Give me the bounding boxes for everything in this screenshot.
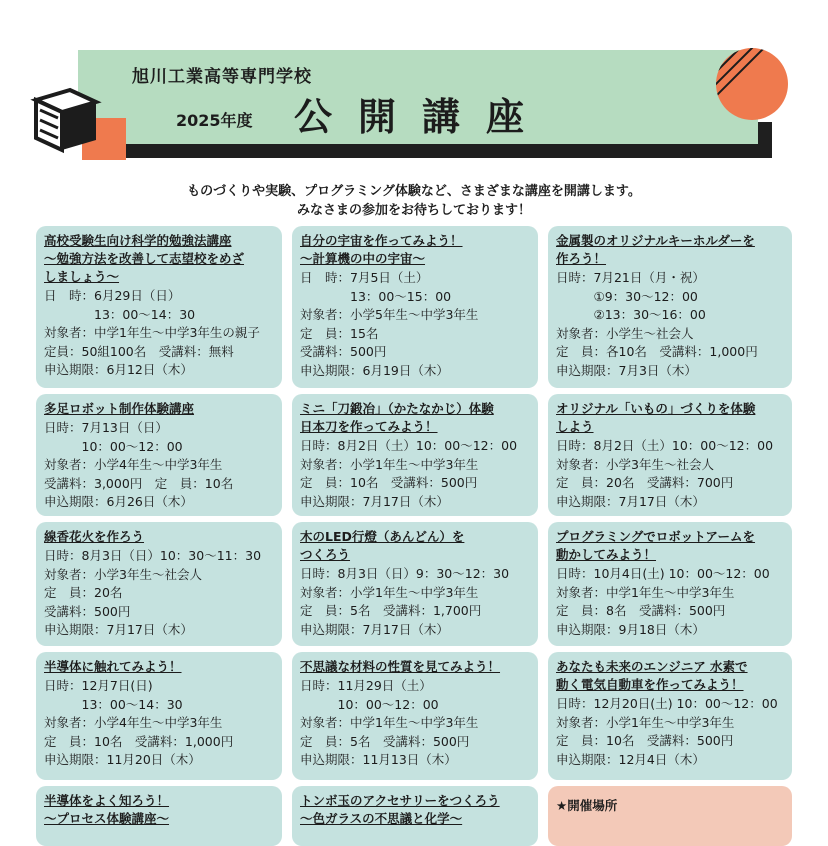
course-detail: 定 員：15名 <box>300 325 379 341</box>
course-title: 高校受験生向け科学的勉強法講座 〜勉強方法を改善して志望校をめざ しましょう〜 <box>44 233 245 284</box>
course-title: ミニ「刀鍛冶」（かたなかじ）体験 日本刀を作ってみよう！ <box>300 401 494 434</box>
course-detail: 対象者：小学5年生〜中学3年生 <box>300 307 479 322</box>
cube-icon <box>30 86 130 166</box>
course-detail: 日時：8月2日（土）10：00〜12：00 <box>300 438 518 453</box>
course-card <box>292 394 538 516</box>
course-card <box>548 226 792 388</box>
course-card <box>548 652 792 780</box>
course-detail: 対象者：中学1年生〜中学3年生 <box>556 584 735 600</box>
course-card <box>292 522 538 646</box>
course-detail: 日時：8月3日（日）9：30〜12：30 <box>300 566 510 581</box>
course-detail: 対象者：小学4年生〜中学3年生 <box>44 457 223 472</box>
course-detail: 定 員：20名 受講料：700円 <box>556 475 734 490</box>
course-detail: 日時：8月2日（土）10：00〜12：00 <box>556 438 774 453</box>
course-detail: 対象者：小学生〜社会人 <box>556 325 694 341</box>
course-title: オリジナル「いもの」づくりを体験 しよう <box>556 401 756 434</box>
course-title: 金属製のオリジナルキーホルダーを 作ろう！ <box>556 233 755 266</box>
course-detail: 対象者：小学1年生〜中学3年生 <box>300 456 479 472</box>
course-detail: 対象者：小学1年生〜中学3年生 <box>556 714 735 730</box>
course-title: 木のLED行燈（あんどん）を つくろう <box>300 529 465 562</box>
course-detail: 日時：12月20日(土) 10：00〜12：00 <box>556 696 778 711</box>
course-detail: 対象者：小学1年生〜中学3年生 <box>300 584 479 600</box>
course-detail: 日時：8月3日（日）10：30〜11：30 <box>44 548 262 563</box>
course-detail: ①9：30〜12：00 <box>556 288 698 304</box>
course-detail: 対象者：小学3年生〜社会人 <box>556 456 714 472</box>
course-detail: 対象者：中学1年生〜中学3年生 <box>300 715 479 730</box>
course-detail: 定 員：5名 受講料：1,700円 <box>300 603 482 618</box>
course-card <box>36 652 282 780</box>
course-title: 半導体に触れてみよう！ <box>44 659 182 674</box>
course-detail: 日時：7月21日（月・祝） <box>556 270 705 285</box>
course-detail: 10：00〜12：00 <box>300 696 439 712</box>
course-detail: 日時：7月13日（日） <box>44 420 168 435</box>
school-name: 旭川工業高等専門学校 <box>132 67 312 87</box>
course-detail: 対象者：小学4年生〜中学3年生 <box>44 715 223 730</box>
course-detail: 対象者：中学1年生〜中学3年生の親子 <box>44 325 260 340</box>
course-detail: 申込期限：7月17日（木） <box>556 493 705 509</box>
course-detail: 日 時：6月29日（日） <box>44 288 181 303</box>
course-title: 自分の宇宙を作ってみよう！ 〜計算機の中の宇宙〜 <box>300 233 463 266</box>
course-detail: 受講料：500円 <box>300 344 387 359</box>
striped-circle-icon <box>712 44 792 124</box>
course-detail: 10：00〜12：00 <box>44 438 183 454</box>
course-card <box>292 786 538 846</box>
course-detail: 申込期限：6月26日（木） <box>44 494 193 509</box>
intro-line-1: ものづくりや実験、プログラミング体験など、さまざまな講座を開講します。 <box>187 184 641 199</box>
course-title: 半導体をよく知ろう！ 〜プロセス体験講座〜 <box>44 793 170 826</box>
course-detail: 13：00〜14：30 <box>44 696 183 712</box>
course-title: 不思議な材料の性質を見てみよう！ <box>300 659 501 674</box>
course-detail: 申込期限：12月4日（木） <box>556 751 705 767</box>
course-card <box>36 226 282 388</box>
intro-line-2: みなさまの参加をお待ちしております！ <box>296 203 531 218</box>
course-detail: 申込期限：7月17日（木） <box>44 622 193 637</box>
course-title: トンボ玉のアクセサリーをつくろう 〜色ガラスの不思議と化学〜 <box>300 793 500 826</box>
course-detail: 対象者：小学3年生〜社会人 <box>44 566 202 582</box>
course-detail: 定員：50組100名 受講料：無料 <box>44 343 234 359</box>
course-detail: 定 員：各10名 受講料：1,000円 <box>556 344 758 359</box>
course-card <box>36 522 282 646</box>
course-detail: 受講料：3,000円 定 員：10名 <box>44 475 234 491</box>
course-title: プログラミングでロボットアームを 動かしてみよう！ <box>556 529 756 562</box>
course-detail: 申込期限：6月19日（木） <box>300 362 449 378</box>
course-detail: 日時：10月4日(土) 10：00〜12：00 <box>556 566 770 581</box>
course-detail: 申込期限：6月12日（木） <box>44 362 193 377</box>
course-detail: 13：00〜14：30 <box>44 306 196 322</box>
course-detail: 日 時：7月5日（土） <box>300 270 429 285</box>
course-detail: 申込期限：11月20日（木） <box>44 752 201 767</box>
venue-box <box>548 786 792 846</box>
course-detail: ②13：30〜16：00 <box>556 307 706 322</box>
course-card <box>36 394 282 516</box>
course-detail: 定 員：8名 受講料：500円 <box>556 603 726 618</box>
course-detail: 申込期限：7月3日（木） <box>556 362 697 378</box>
course-detail: 定 員：10名 受講料：500円 <box>556 733 734 748</box>
course-detail: 定 員：10名 受講料：1,000円 <box>44 733 234 749</box>
course-card <box>548 522 792 646</box>
course-detail: 受講料：500円 <box>44 603 131 619</box>
course-detail: 申込期限：9月18日（木） <box>556 621 705 637</box>
fiscal-year: 2025年度 <box>176 111 253 130</box>
course-detail: 申込期限：7月17日（木） <box>300 621 449 637</box>
page-title: 公開講座 <box>294 95 551 139</box>
course-detail: 日時：11月29日（土） <box>300 678 432 693</box>
course-card <box>292 226 538 388</box>
course-detail: 定 員：10名 受講料：500円 <box>300 475 478 490</box>
course-card <box>36 786 282 846</box>
course-detail: 13：00〜15：00 <box>300 288 452 304</box>
course-detail: 定 員：5名 受講料：500円 <box>300 733 470 749</box>
course-title: 多足ロボット制作体験講座 <box>44 401 195 416</box>
course-title: あなたも未来のエンジニア 水素で 動く電気自動車を作ってみよう！ <box>556 659 748 692</box>
course-card <box>548 394 792 516</box>
course-detail: 日時：12月7日(日) <box>44 678 153 693</box>
course-detail: 申込期限：11月13日（木） <box>300 752 457 767</box>
course-card <box>292 652 538 780</box>
venue-label: ★開催場所 <box>556 798 618 813</box>
course-detail: 申込期限：7月17日（木） <box>300 493 449 509</box>
course-detail: 定 員：20名 <box>44 585 123 600</box>
course-title: 線香花火を作ろう <box>44 529 145 544</box>
